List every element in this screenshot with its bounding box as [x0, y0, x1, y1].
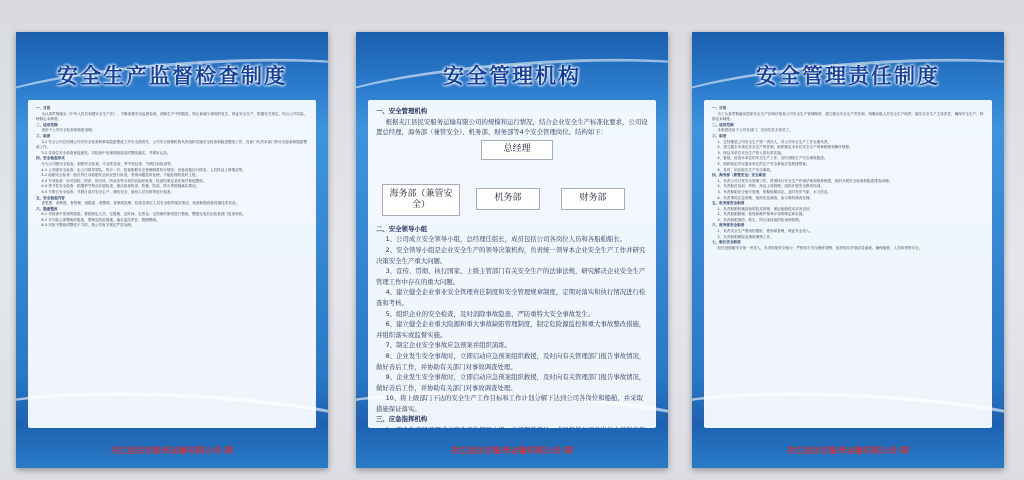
body-paragraph: 6.3 对拒不整改或整改不力的，按公司有关规定严肃处理。: [41, 223, 135, 228]
section-heading: 一、目的: [712, 106, 727, 110]
body-paragraph: 4.5 节假日安全检查：节假日前对安全生产、消防安全、值班人员安排等进行检查。: [41, 189, 175, 194]
emergency-list: [376, 425, 648, 428]
list-item: 2、安全领导小组是企业安全生产的领导决策机构，负责统一领导本企业安全生产工作并研究决策安全生产重大问题。: [376, 245, 646, 265]
org-box-maritime-dept: 海务部（兼管安全）: [382, 184, 460, 216]
list-item: 3、宣传、贯彻、执行国家、上级主管部门有关安全生产的法律法规，研究解决企业安全生产管理工作中存在的重大问题。: [376, 267, 646, 286]
body-paragraph: 4.4 季节性安全检查：根据季节特点开展检查，重点检查防汛、防暑、防冻、防火等措施落实情况。: [41, 184, 200, 189]
poster-footer: 夹江县民安船务运输有限公司·制: [110, 446, 234, 455]
list-item: 5、组织企业的安全检查，及时消除事故隐患，严防重特大安全事故发生。: [385, 309, 595, 318]
body-paragraph: 1、负责安全生产费用的提取、使用和管理，保证安全投入。: [717, 229, 814, 234]
body-paragraph: 4、负责事故应急管理，组织应急演练，参与事故调查处理。: [717, 195, 814, 200]
body-paragraph: 查思想、查制度、查管理、查隐患、查整改、查事故处理，检查各岗位人员安全职责落实情况，检查船舶设备设施技术状况。: [41, 201, 240, 206]
poster-title: 安全管理责任制度: [756, 64, 940, 88]
body-paragraph: 6.2 对不能立即整改的隐患，要制定防范措施，落实监控责任，限期整改。: [41, 217, 160, 222]
list-item: [376, 425, 648, 428]
body-paragraph: 3.1 安全公司总经理公司对安全检查和事故隐患整改工作负全面责任，公司安全管理机构负责组织实施安全检查和隐患整改工作，各部门负责本部门的安全检查和隐患整改工作。: [36, 139, 307, 150]
body-paragraph: 6.1 对检查中发现的隐患，要按照定人员、定措施、定时间、定资金、定预案的原则进行整改，整改完成后由检查部门复查验收。: [41, 212, 246, 217]
list-item: 7、制定企业安全事故应急预案并组织演练。: [385, 341, 512, 350]
poster-safety-organization: [356, 32, 668, 468]
body-paragraph: 2、负责船舶保险及事故理赔工作。: [717, 234, 774, 239]
section-heading: 五、机务部安全职责: [712, 201, 745, 206]
body-paragraph: 4.2 船舶安全检查：船长每日对船舶安全状况进行检查，发现问题及时处理，不能处理的及时上报。: [41, 173, 200, 178]
poster-supervision-inspection: [16, 32, 328, 468]
body-paragraph: 1、负责公司日常安全管理工作，贯彻执行安全生产法律法规和规章制度，组织开展安全检查和隐患排查治理。: [717, 178, 893, 183]
poster-responsibility-system: [692, 32, 1004, 468]
body-paragraph: 1、总经理是公司安全生产第一责任人，对公司安全生产工作全面负责。: [717, 139, 832, 144]
section-heading: 七、船长安全职责: [712, 240, 741, 245]
section-heading: 四、安全检查形式: [36, 156, 65, 161]
body-paragraph: 3.2 各岗位安全检查督促意见，对检查中发现的隐患及时整改落实，并做好记录。: [41, 150, 171, 155]
section-heading: 三、职责: [36, 133, 51, 138]
poster-title: 安全管理机构: [443, 64, 581, 88]
list-item: 6、建立健全企业重大险源和重大事故缺陷管理制度，制定危险源监控和重大事故整改措施，并组织落实或监督实施。: [376, 320, 646, 339]
list-item: 8、企业发生安全事故时，立即启动应急预案组织救援，及时向有关管理部门报告事故情况，做好善后工作，并协助有关部门对事故调查处理。: [376, 351, 646, 371]
body-paragraph: 5、组织制定并实施本单位的生产安全事故应急救援预案。: [717, 161, 810, 166]
org-box-finance-dept: 财务部: [561, 188, 625, 210]
leadership-list: [376, 234, 648, 414]
body-paragraph: 为了认真贯彻落实国家安全生产法律法规及公司安全生产管理制度，建立健全安全生产责任制，明确各级人员安全生产职责，落实安全生产主体责任，确保安全生产，特制定本制度。: [712, 111, 984, 122]
body-paragraph: 4.3 专项检查：针对消防、防汛、防台风、防冰冻等专项内容组织检查，检查结果记录在案并督促整改。: [41, 178, 207, 183]
org-box-engineering-dept: 机务部: [476, 188, 540, 210]
body-paragraph: 船长是船舶安全第一责任人，负责船舶安全航行，严格执行安全操作规程，组织船员开展应急演练，确保船舶、人员和货物安全。: [717, 245, 923, 250]
section-heading: 六、财务部安全职责: [712, 223, 745, 228]
body-paragraph: 分为公司级安全检查、船舶安全检查、专业性检查、季节性检查、节假日前检查等。: [41, 161, 175, 166]
poster-footer: 夹江县民安船务运输有限公司·制: [450, 446, 574, 455]
section-heading: 二、安全领导小组: [376, 224, 428, 233]
poster-footer: 夹江县民安船务运输有限公司·制: [786, 446, 910, 455]
section-heading: 一、目的: [36, 106, 51, 110]
section-heading: 二、适用范围: [712, 122, 734, 127]
body-paragraph: 适用于公司安全检查和隐患治理。: [41, 128, 96, 133]
list-item: 9、企业发生安全事故时，立即启动应急预案组织救援，及时向有关管理部门报告事故情况，做好善后工作，并协助有关部门对事故调查处理。: [376, 373, 646, 392]
body-paragraph: 4.1 公司级安全检查：由公司领导带队，每月一次，检查船舶安全管理制度执行情况、设备设施运行情况、人员持证上岗情况等。: [41, 167, 246, 172]
list-item: 4、建立健全企业事业安全管理责任制度和安全管理规章制度，定期对落实和执行情况进行检查和考核。: [376, 288, 646, 307]
poster-body: [704, 100, 992, 428]
body-paragraph: 6、及时、如实报告生产安全事故。: [717, 167, 774, 172]
poster-body: [28, 100, 316, 428]
body-paragraph: 2、负责船舶修理、检验和维护保养计划的制定和实施。: [717, 212, 806, 217]
poster-title: 安全生产监督检查制度: [57, 64, 287, 88]
list-item: 10、将上级部门下达的安全生产工作目标和工作计划分解下达到公司各岗位和船舶，并采取措施保证落实。: [376, 394, 643, 413]
body-paragraph: 2、建立健全本单位安全生产责任制，组织制定本单位安全生产规章制度和操作规程。: [717, 145, 853, 150]
intro-paragraph: 根据夹江县民安船务运输有限公司的规模和运行情况，结合企业安全生产标准化要求，公司设置总经理，海务部（兼管安全）、机务部、财务部等4个安全管理岗位。结构如下：: [376, 117, 648, 137]
org-box-general-manager: 总经理: [481, 140, 553, 160]
section-heading: 四、海务部（兼管安全）安全职责: [712, 173, 766, 178]
section-heading: 六、隐患整改: [36, 206, 58, 211]
poster-body: [368, 100, 656, 428]
org-chart: [376, 140, 648, 220]
body-paragraph: 2、负责船员培训、考核、持证上岗管理，组织开展安全教育培训。: [717, 184, 824, 189]
section-heading: 五、安全检查内容: [36, 195, 65, 200]
section-heading: 二、适用范围: [36, 122, 58, 127]
body-paragraph: 3、保证本单位安全生产投入的有效实施。: [717, 150, 785, 155]
body-paragraph: 3、负责船舶安全航行管理，掌握船舶动态，及时发布气象、水文信息。: [717, 189, 832, 194]
section-heading: 三、应急指挥机构: [376, 415, 428, 424]
body-paragraph: 1、负责船舶机械设备的技术管理，保证船舶技术状况良好。: [717, 206, 814, 211]
section-heading: 三、职责: [712, 133, 727, 138]
body-paragraph: 4、督促、检查本单位的安全生产工作，及时消除生产安全事故隐患。: [717, 156, 828, 161]
body-paragraph: 本制度适用于公司各部门、各岗位及全体员工。: [717, 128, 793, 133]
list-item: 1、公司成立安全领导小组，总经理任组长，成员包括公司各岗位人员和各船舶船长。: [385, 235, 627, 244]
section-heading: 一、安全管理机构: [376, 107, 428, 115]
body-paragraph: 3、负责船舶消防、救生、防污染设备的检查和管理。: [717, 217, 803, 222]
body-paragraph: 为认真贯彻落实《中华人民共和国安全生产法》，不断加强安全监督检查，消除生产中的隐患，防止和减少事故的发生，保证安全生产，根据有关规定，结合公司实际，特制定本制度。: [36, 111, 308, 122]
